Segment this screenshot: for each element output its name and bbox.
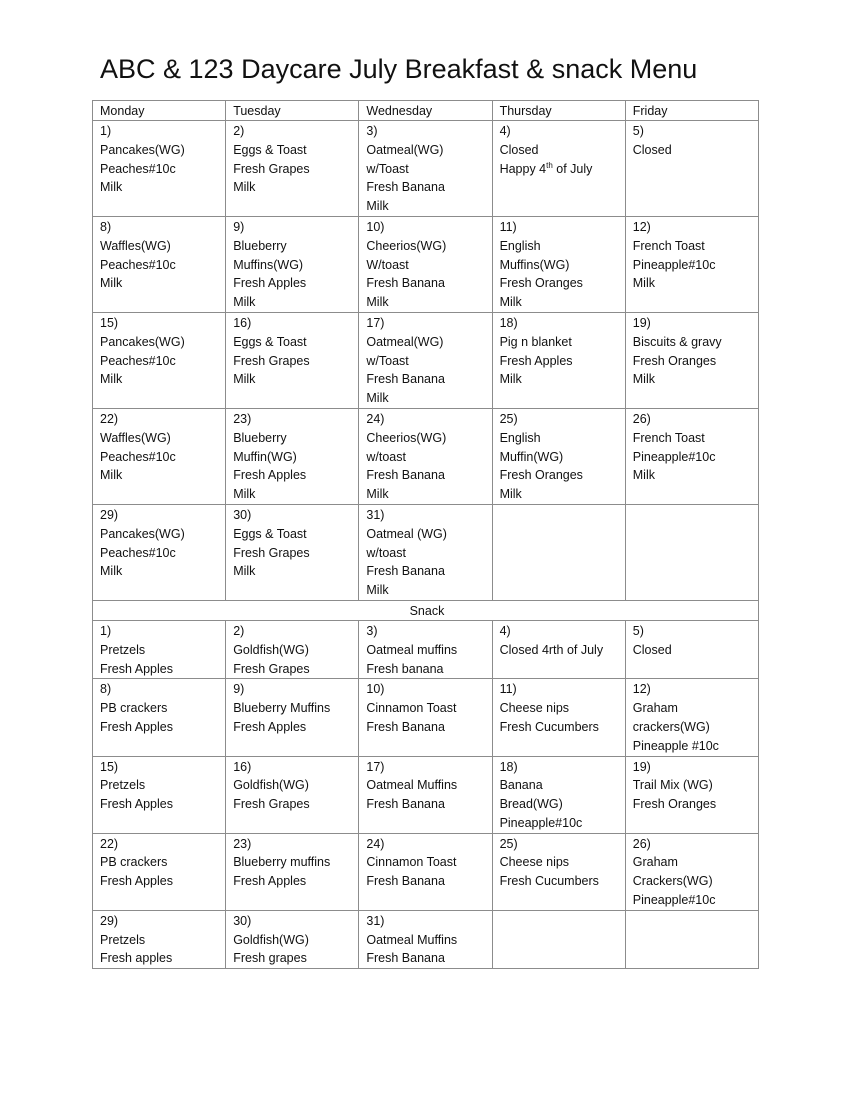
menu-item: Fresh Oranges (499, 468, 583, 483)
menu-item: Milk (100, 180, 123, 195)
menu-item: w/toast (366, 545, 406, 560)
breakfast-cell-wednesday (359, 312, 492, 408)
date-number: 26) (632, 836, 651, 851)
breakfast-cell-friday (625, 504, 758, 600)
date-number: 2) (233, 124, 245, 138)
menu-item: Pretzels (100, 778, 146, 793)
menu-item: Graham (632, 701, 678, 716)
menu-item: Goldfish(WG) (233, 642, 309, 657)
menu-item: Muffins(WG) (233, 257, 304, 272)
breakfast-cell-thursday (492, 408, 625, 504)
menu-item: Cinnamon Toast (366, 855, 457, 870)
menu-item: French Toast (632, 238, 705, 253)
date-number: 2) (233, 623, 245, 638)
menu-item: Oatmeal (WG) (366, 526, 447, 541)
menu-item: Pancakes(WG) (100, 142, 185, 157)
menu-item: Milk (499, 487, 522, 502)
date-number: 29) (100, 913, 119, 928)
snack-cell-thursday (492, 833, 625, 910)
menu-item: Fresh Apples (233, 276, 307, 291)
date-number: 4) (499, 623, 511, 638)
date-number: 24) (366, 836, 385, 851)
menu-item: Fresh Banana (366, 180, 445, 195)
day-header-thursday: Thursday (492, 101, 625, 121)
date-number: 5) (632, 623, 644, 638)
breakfast-cell-tuesday (226, 408, 359, 504)
snack-week-row (93, 620, 759, 678)
date-number: 23) (233, 836, 252, 851)
date-number: 19) (632, 315, 651, 330)
menu-item: Fresh Apples (100, 797, 173, 812)
snack-week-row (93, 756, 759, 833)
date-number: 11) (499, 682, 517, 697)
breakfast-cell-tuesday (226, 504, 359, 600)
menu-item: Closed 4rth of July (499, 642, 604, 657)
menu-item: w/Toast (366, 353, 409, 368)
menu-item: English (499, 238, 541, 253)
date-number: 25) (499, 411, 518, 426)
snack-cell-monday (93, 756, 226, 833)
menu-item: Milk (632, 276, 655, 291)
menu-item: Milk (100, 564, 123, 579)
date-number: 1) (100, 623, 112, 638)
snack-cell-friday (625, 833, 758, 910)
menu-item: Fresh Grapes (233, 545, 310, 560)
menu-item: Peaches#10c (100, 353, 176, 368)
date-number: 19) (632, 759, 651, 774)
menu-item: Milk (366, 199, 389, 214)
menu-item: Blueberry (233, 430, 287, 445)
date-number: 15) (100, 759, 119, 774)
menu-item: Pretzels (100, 642, 146, 657)
snack-cell-monday (93, 833, 226, 910)
breakfast-cell-tuesday (226, 216, 359, 312)
page-title: ABC & 123 Daycare July Breakfast & snack Menu (100, 54, 698, 84)
menu-item: PB crackers (100, 855, 168, 870)
menu-item (500, 160, 621, 179)
menu-item: Milk (233, 372, 256, 387)
breakfast-cell-tuesday (226, 121, 359, 217)
menu-item: Fresh Apples (100, 719, 173, 734)
menu-item: Milk (100, 372, 123, 387)
date-number: 8) (100, 682, 112, 697)
menu-item: Trail Mix (WG) (632, 778, 713, 793)
date-number: 22) (100, 836, 119, 851)
date-number: 30) (233, 913, 252, 928)
breakfast-cell-friday (625, 121, 758, 217)
date-number: 17) (366, 759, 385, 774)
breakfast-week-row (93, 504, 759, 600)
menu-item: Peaches#10c (100, 545, 176, 560)
snack-cell-friday (625, 679, 758, 756)
menu-item: Eggs & Toast (233, 142, 307, 157)
menu-item: Pancakes(WG) (100, 526, 185, 541)
menu-item: Waffles(WG) (100, 430, 171, 445)
date-number: 5) (632, 124, 644, 138)
menu-item: Cheese nips (499, 701, 570, 716)
breakfast-cell-thursday (492, 216, 625, 312)
menu-item: Pancakes(WG) (100, 334, 185, 349)
menu-item: Bread(WG) (499, 797, 563, 812)
menu-item: Fresh Apples (233, 719, 307, 734)
date-number: 16) (233, 759, 252, 774)
breakfast-cell-thursday (492, 312, 625, 408)
menu-item: Fresh Banana (366, 797, 445, 812)
date-number: 8) (100, 219, 112, 234)
menu-item: Fresh Oranges (632, 797, 717, 812)
menu-item: Muffins(WG) (499, 257, 570, 272)
menu-item: Oatmeal(WG) (366, 334, 444, 349)
menu-item: Blueberry Muffins (233, 701, 331, 716)
breakfast-cell-friday (625, 408, 758, 504)
date-number: 9) (233, 219, 245, 234)
menu-item: Milk (233, 295, 256, 310)
menu-item: Fresh Grapes (233, 353, 310, 368)
menu-item: Cheerios(WG) (366, 238, 447, 253)
menu-item: Pig n blanket (499, 334, 572, 349)
snack-cell-monday (93, 910, 226, 968)
breakfast-cell-monday (93, 408, 226, 504)
date-number: 25) (499, 836, 518, 851)
menu-item: Peaches#10c (100, 257, 176, 272)
menu-item: Milk (366, 391, 389, 406)
menu-item: Fresh banana (366, 661, 444, 676)
date-number: 31) (366, 507, 385, 522)
breakfast-cell-wednesday (359, 504, 492, 600)
snack-cell-thursday (492, 910, 625, 968)
menu-item: Fresh grapes (233, 951, 307, 966)
menu-item: Blueberry (233, 238, 287, 253)
menu-item: 4) (499, 124, 511, 138)
menu-item: Milk (233, 487, 256, 502)
menu-item: English (499, 430, 541, 445)
date-number: 16) (233, 315, 252, 330)
menu-item: Peaches#10c (100, 449, 176, 464)
menu-item: Fresh Oranges (499, 276, 583, 291)
snack-cell-monday (93, 620, 226, 678)
menu-item: Closed (632, 642, 672, 657)
date-number: 9) (233, 682, 245, 697)
snack-cell-friday (625, 620, 758, 678)
menu-item: crackers(WG) (632, 719, 710, 734)
date-number: 15) (100, 315, 119, 330)
date-number: 3) (366, 623, 378, 638)
snack-section-row (93, 600, 759, 620)
menu-item: Banana (499, 778, 543, 793)
menu-item: W/toast (366, 257, 409, 272)
snack-week-row (93, 679, 759, 756)
menu-item: Pineapple#10c (632, 449, 716, 464)
breakfast-week-row (93, 408, 759, 504)
breakfast-cell-monday (93, 504, 226, 600)
menu-item: Closed (499, 142, 539, 157)
snack-cell-friday (625, 756, 758, 833)
snack-cell-tuesday (226, 910, 359, 968)
breakfast-cell-thursday (492, 504, 625, 600)
breakfast-cell-tuesday (226, 312, 359, 408)
snack-cell-tuesday (226, 620, 359, 678)
date-number: 10) (366, 219, 385, 234)
snack-cell-wednesday (359, 620, 492, 678)
breakfast-cell-monday (93, 121, 226, 217)
menu-item: Milk (366, 295, 389, 310)
menu-item: Pineapple #10c (632, 738, 719, 753)
date-number: 18) (499, 759, 518, 774)
breakfast-week-row (93, 312, 759, 408)
date-number: 10) (366, 682, 385, 697)
menu-item: Cheese nips (499, 855, 570, 870)
menu-item: Milk (366, 583, 389, 598)
menu-item: Fresh Banana (366, 719, 445, 734)
date-number: 26) (632, 411, 651, 426)
menu-item: Fresh apples (100, 951, 173, 966)
menu-item: Eggs & Toast (233, 526, 307, 541)
date-number: 29) (100, 507, 119, 522)
menu-item: Fresh Apples (100, 874, 173, 889)
menu-item: Fresh Banana (366, 468, 445, 483)
menu-item: Oatmeal(WG) (366, 142, 444, 157)
menu-item: Fresh Oranges (632, 353, 717, 368)
menu-item: Goldfish(WG) (233, 778, 309, 793)
snack-cell-monday (93, 679, 226, 756)
date-number: 12) (632, 682, 651, 697)
breakfast-cell-monday (93, 312, 226, 408)
menu-item: Waffles(WG) (100, 238, 171, 253)
snack-cell-tuesday (226, 756, 359, 833)
menu-item: Goldfish(WG) (233, 932, 309, 947)
date-number: 1) (100, 124, 112, 138)
date-number: 12) (632, 219, 651, 234)
menu-item: Fresh Banana (366, 276, 445, 291)
breakfast-cell-wednesday (359, 408, 492, 504)
menu-item: Fresh Grapes (233, 161, 310, 176)
date-number: 17) (366, 315, 385, 330)
menu-item: Milk (233, 180, 256, 195)
menu-item: Fresh Cucumbers (499, 719, 599, 734)
menu-item: Cheerios(WG) (366, 430, 447, 445)
menu-item: Milk (100, 468, 123, 483)
snack-week-row (93, 833, 759, 910)
menu-item: Fresh Apples (233, 468, 307, 483)
date-number: 3) (366, 124, 378, 138)
menu-item: Closed (632, 142, 672, 157)
menu-item: Peaches#10c (100, 161, 176, 176)
snack-cell-tuesday (226, 833, 359, 910)
menu-item: Milk (100, 276, 123, 291)
menu-item: PB crackers (100, 701, 168, 716)
snack-week-row (93, 910, 759, 968)
breakfast-week-row (93, 216, 759, 312)
menu-item: Oatmeal Muffins (366, 778, 458, 793)
breakfast-cell-friday (625, 216, 758, 312)
snack-section-heading: Snack (93, 600, 759, 620)
menu-item: Eggs & Toast (233, 334, 307, 349)
menu-item: Biscuits & gravy (632, 334, 722, 349)
menu-item: Fresh Apples (499, 353, 573, 368)
menu-item: Oatmeal Muffins (366, 932, 458, 947)
menu-item: Fresh Banana (366, 372, 445, 387)
snack-cell-wednesday (359, 756, 492, 833)
menu-item: Crackers(WG) (632, 874, 713, 889)
menu-item: Blueberry muffins (233, 855, 331, 870)
breakfast-cell-monday (93, 216, 226, 312)
snack-cell-wednesday (359, 833, 492, 910)
breakfast-cell-wednesday (359, 216, 492, 312)
menu-text: Happy 4 (499, 161, 547, 176)
menu-item: Fresh Apples (100, 661, 173, 676)
breakfast-cell-thursday (492, 121, 625, 217)
menu-item: Milk (499, 372, 522, 387)
menu-item: Fresh Grapes (233, 797, 310, 812)
menu-item: Fresh Banana (366, 564, 445, 579)
menu-item: Cinnamon Toast (366, 701, 457, 716)
menu-item: Milk (499, 295, 522, 310)
menu-item: Pretzels (100, 932, 146, 947)
menu-item: Oatmeal muffins (366, 642, 458, 657)
menu-item: Fresh Banana (366, 951, 445, 966)
breakfast-week-row (93, 121, 759, 217)
snack-cell-thursday (492, 620, 625, 678)
menu-item: Fresh Banana (366, 874, 445, 889)
date-number: 23) (233, 411, 252, 426)
menu-table (92, 100, 759, 969)
date-number: 22) (100, 411, 119, 426)
menu-item: Fresh Cucumbers (499, 874, 599, 889)
day-header-tuesday: Tuesday (226, 101, 359, 121)
menu-item: Milk (233, 564, 256, 579)
snack-cell-tuesday (226, 679, 359, 756)
menu-item: Milk (632, 372, 655, 387)
ordinal-suffix: th (546, 160, 553, 170)
menu-item: Milk (632, 468, 655, 483)
day-header-friday: Friday (625, 101, 758, 121)
menu-item: Fresh Grapes (233, 661, 310, 676)
menu-text: of July (552, 161, 593, 176)
date-number: 31) (366, 913, 385, 928)
date-number: 11) (499, 219, 517, 234)
day-header-wednesday: Wednesday (359, 101, 492, 121)
menu-body (93, 121, 759, 969)
breakfast-cell-wednesday (359, 121, 492, 217)
breakfast-cell-friday (625, 312, 758, 408)
date-number: 24) (366, 411, 385, 426)
menu-item: Graham (632, 855, 678, 870)
menu-item: Milk (366, 487, 389, 502)
day-header-monday: Monday (93, 101, 226, 121)
menu-item: Pineapple#10c (499, 815, 583, 830)
date-number: 18) (499, 315, 518, 330)
snack-cell-friday (625, 910, 758, 968)
menu-item: Pineapple#10c (632, 257, 716, 272)
date-number: 30) (233, 507, 252, 522)
menu-item: w/toast (366, 449, 406, 464)
snack-cell-wednesday (359, 910, 492, 968)
day-header-row (93, 101, 759, 121)
menu-item: Fresh Apples (233, 874, 307, 889)
menu-item: Pineapple#10c (632, 893, 716, 908)
menu-item: French Toast (632, 430, 705, 445)
snack-cell-thursday (492, 756, 625, 833)
menu-item: Muffin(WG) (233, 449, 297, 464)
menu-item: Muffin(WG) (499, 449, 564, 464)
snack-cell-wednesday (359, 679, 492, 756)
snack-cell-thursday (492, 679, 625, 756)
menu-item: w/Toast (366, 161, 409, 176)
